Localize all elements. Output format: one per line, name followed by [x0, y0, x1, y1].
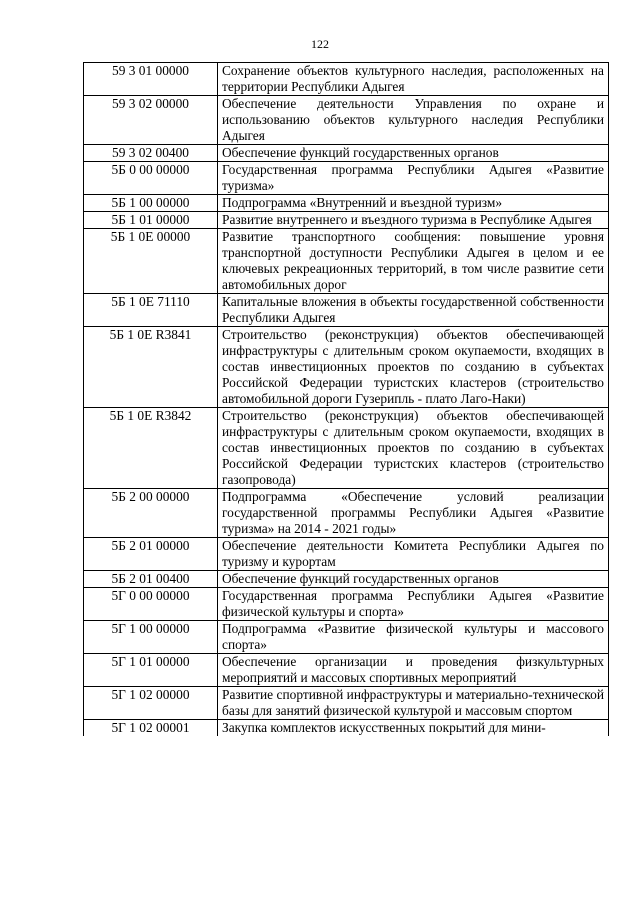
- table-row: [84, 408, 609, 489]
- row-description: Подпрограмма «Развитие физической культуры и массового спорта»: [218, 621, 609, 654]
- row-code: 5Г 1 01 00000: [84, 654, 218, 687]
- row-description: Развитие внутреннего и въездного туризма в Республике Адыгея: [218, 212, 609, 229]
- row-description: Обеспечение функций государственных органов: [218, 145, 609, 162]
- table-row: [84, 489, 609, 538]
- table-row: [84, 212, 609, 229]
- row-description: Обеспечение деятельности Комитета Республики Адыгея по туризму и курортам: [218, 538, 609, 571]
- row-description: Строительство (реконструкция) объектов обеспечивающей инфраструктуры с длительным сроком окупаемости, входящих в состав инвестиционных проектов по созданию в субъектах Российской Федерации туристских кластеров (строительство автомобильной дороги Гузерипль - плато Лаго-Наки): [218, 327, 609, 408]
- table-row: [84, 294, 609, 327]
- row-code: 5Б 1 0Е 71110: [84, 294, 218, 327]
- table-row: [84, 621, 609, 654]
- row-description: Обеспечение функций государственных органов: [218, 571, 609, 588]
- row-description: Государственная программа Республики Адыгея «Развитие физической культуры и спорта»: [218, 588, 609, 621]
- row-code: 5Б 2 01 00000: [84, 538, 218, 571]
- row-description: Обеспечение организации и проведения физкультурных мероприятий и массовых спортивных мероприятий: [218, 654, 609, 687]
- table-row: [84, 63, 609, 96]
- page-number: 122: [311, 37, 329, 51]
- table-row: [84, 195, 609, 212]
- row-code: 5Г 1 00 00000: [84, 621, 218, 654]
- row-code: 5Б 1 0Е 00000: [84, 229, 218, 294]
- table-row: [84, 162, 609, 195]
- row-code: 5Б 1 0Е R3841: [84, 327, 218, 408]
- row-code: 5Б 1 00 00000: [84, 195, 218, 212]
- row-code: 5Б 0 00 00000: [84, 162, 218, 195]
- table-row: [84, 145, 609, 162]
- table-row: [84, 96, 609, 145]
- row-code: 5Г 0 00 00000: [84, 588, 218, 621]
- table-row: [84, 588, 609, 621]
- table-row: [84, 687, 609, 720]
- row-description: Капитальные вложения в объекты государственной собственности Республики Адыгея: [218, 294, 609, 327]
- row-code: 59 3 01 00000: [84, 63, 218, 96]
- row-description: Строительство (реконструкция) объектов обеспечивающей инфраструктуры с длительным сроком окупаемости, входящих в состав инвестиционных проектов по созданию в субъектах Российской Федерации туристских кластеров (строительство газопровода): [218, 408, 609, 489]
- row-code: 59 3 02 00000: [84, 96, 218, 145]
- row-code: 5Г 1 02 00001: [84, 720, 218, 737]
- table-row: [84, 229, 609, 294]
- row-description: Обеспечение деятельности Управления по охране и использованию объектов культурного наследия Республики Адыгея: [218, 96, 609, 145]
- table-row: [84, 571, 609, 588]
- row-description: Сохранение объектов культурного наследия, расположенных на территории Республики Адыгея: [218, 63, 609, 96]
- table-row: [84, 654, 609, 687]
- row-description: Подпрограмма «Обеспечение условий реализации государственной программы Республики Адыгея «Развитие туризма» на 2014 - 2021 годы»: [218, 489, 609, 538]
- row-description: Государственная программа Республики Адыгея «Развитие туризма»: [218, 162, 609, 195]
- row-code: 5Г 1 02 00000: [84, 687, 218, 720]
- row-code: 59 3 02 00400: [84, 145, 218, 162]
- table-row: [84, 720, 609, 737]
- row-description: Подпрограмма «Внутренний и въездной туризм»: [218, 195, 609, 212]
- row-code: 5Б 1 01 00000: [84, 212, 218, 229]
- row-description: Развитие транспортного сообщения: повышение уровня транспортной доступности Республики Адыгея в целом и ее ключевых рекреационных территорий, в том числе развитие сети автомобильных дорог: [218, 229, 609, 294]
- row-code: 5Б 1 0Е R3842: [84, 408, 218, 489]
- row-description: Закупка комплектов искусственных покрытий для мини-: [218, 720, 609, 737]
- row-code: 5Б 2 01 00400: [84, 571, 218, 588]
- row-code: 5Б 2 00 00000: [84, 489, 218, 538]
- budget-code-table: [83, 62, 609, 736]
- table-row: [84, 327, 609, 408]
- row-description: Развитие спортивной инфраструктуры и материально-технической базы для занятий физической культурой и массовым спортом: [218, 687, 609, 720]
- table-row: [84, 538, 609, 571]
